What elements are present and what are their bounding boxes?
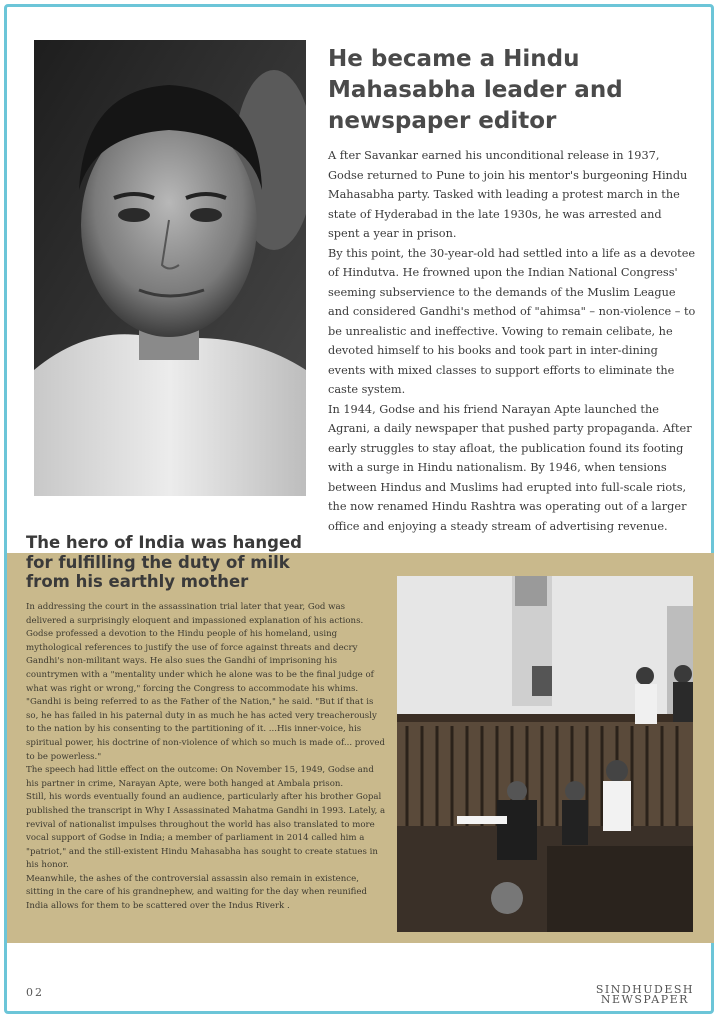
article2-paragraph: Godse professed a devotion to the Hindu people of his homeland, using mythological references to justify the use of force against threats and decry Gandhi's non-militant ways. He also sues the Gandhi of imprisoning his countrymen with a "mentality under which he alone was to be the final judge of what was right or wrong," forcing the Congress to accommodate his whims. [26,629,374,694]
article2-body [26,601,388,914]
portrait-photo [34,40,306,496]
article2-paragraph: "Gandhi is being referred to as the Father of the Nation," he said. "But if that is so, he has failed in his paternal duty in as much he has acted very treacherously to the nation by his consenting to the partitioning of it. ...His inner-voice, his spiritual power, his doctrine of non-violence of which so much is made of... proved to be powerless." [26,697,386,762]
article2-paragraph: The speech had little effect on the outcome: On November 15, 1949, Godse and his partner in crime, Narayan Apte, were both hanged at Ambala prison. [26,765,374,789]
article2-paragraph: In addressing the court in the assassination trial later that year, God was delivered a surprisingly eloquent and impassioned explanation of his actions. [26,602,364,626]
article1-title: He became a Hindu Mahasabha leader and newspaper editor [328,46,623,134]
article2-paragraph: Meanwhile, the ashes of the controversial assassin also remain in existence, sitting in the care of his grandnephew, and waiting for the day when reunified India allows for them to be scattered over the Indus Riverk . [26,873,367,912]
article1-body [328,146,696,536]
page-number: 02 [26,986,44,999]
brand-line-2: NEWSPAPER [600,993,689,1006]
courtroom-photo [397,576,693,932]
article2-title: The hero of India was hanged for fulfilling the duty of milk from his earthly mother [26,533,302,591]
article1-paragraph: In 1944, Godse and his friend Narayan Apte launched the Agrani, a daily newspaper that pushed party propaganda. After early struggles to stay afloat, the publication found its footing with a surge in Hindu nationalism. By 1946, when tensions between Hindus and Muslims had erupted into full-scale riots, the now renamed Hindu Rashtra was operating out of a larger office and enjoying a steady stream of advertising revenue. [328,402,692,533]
article2-paragraph: Still, his words eventually found an audience, particularly after his brother Gopal published the transcript in Why I Assassinated Mahatma Gandhi in 1993. Lately, a revival of nationalist impulses throughout the world has also translated to more vocal support of Godse in India; a member of parliament in 2014 called him a "patriot," and the still-existent Hindu Mahasabha has sought to create statues in his honor. [26,792,386,871]
article1-paragraph: A fter Savankar earned his unconditional release in 1937, Godse returned to Pune to join his mentor's burgeoning Hindu Mahasabha party. Tasked with leading a protest march in the state of Hyderabad in the late 1930s, he was arrested and spent a year in prison. [328,149,688,240]
brand-logo [596,985,694,1005]
article1-paragraph: By this point, the 30-year-old had settled into a life as a devotee of Hindutva. He frowned upon the Indian National Congress' seeming subservience to the demands of the Muslim League and considered Gandhi's method of "ahimsa" – non-violence – to be unrealistic and ineffective. Vowing to remain celibate, he devoted himself to his books and took part in inter-dining events with mixed classes to support efforts to eliminate the caste system. [328,246,696,396]
brand-line-1: SINDHUDESH [595,983,694,996]
